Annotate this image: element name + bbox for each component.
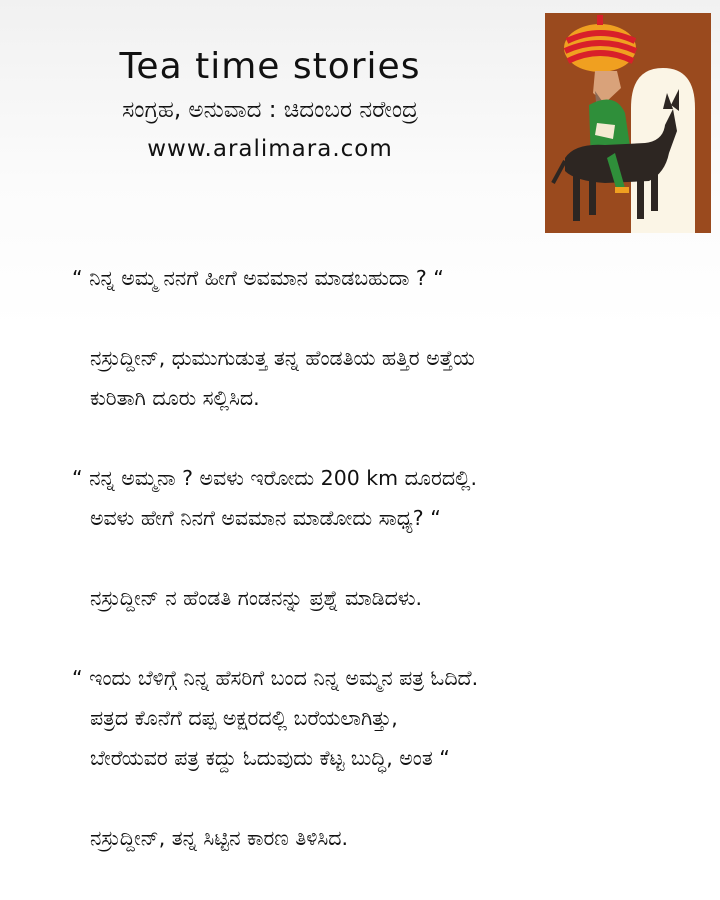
story-paragraph — [72, 338, 702, 418]
story-line: ಅವಳು ಹೇಗೆ ನಿನಗೆ ಅವಮಾನ ಮಾಡೋದು ಸಾಧ್ಯ? “ — [90, 506, 441, 530]
story-text — [72, 258, 702, 898]
page-subtitle: ಸಂಗ್ರಹ, ಅನುವಾದ : ಚಿದಂಬರ ನರೇಂದ್ರ — [122, 97, 418, 123]
story-paragraph — [72, 578, 702, 618]
story-line: ಬೇರೆಯವರ ಪತ್ರ ಕದ್ದು ಓದುವುದು ಕೆಟ್ಟ ಬುದ್ಧಿ, ಅಂತ “ — [90, 746, 450, 770]
story-paragraph — [72, 658, 702, 778]
story-line: ಕುರಿತಾಗಿ ದೂರು ಸಲ್ಲಿಸಿದ. — [90, 386, 260, 410]
page-title: Tea time stories — [119, 46, 421, 87]
website-link[interactable]: www.aralimara.com — [147, 136, 393, 162]
story-paragraph — [72, 818, 702, 858]
story-line: ನಸ್ರುದ್ದೀನ್, ಧುಮುಗುಡುತ್ತ ತನ್ನ ಹೆಂಡತಿಯ ಹತ್ತಿರ ಅತ್ತೆಯ — [90, 346, 475, 370]
story-line: ನಸ್ರುದ್ದೀನ್, ತನ್ನ ಸಿಟ್ಟಿನ ಕಾರಣ ತಿಳಿಸಿದ. — [90, 826, 349, 850]
story-line: ನಸ್ರುದ್ದೀನ್ ನ ಹೆಂಡತಿ ಗಂಡನನ್ನು ಪ್ರಶ್ನೆ ಮಾಡಿದಳು. — [90, 586, 423, 610]
header — [40, 44, 500, 166]
story-line: “ ನನ್ನ ಅಮ್ಮನಾ ? ಅವಳು ಇರೋದು 200 km ದೂರದಲ್ಲಿ. — [72, 466, 478, 490]
nasruddin-on-donkey-image — [545, 13, 711, 233]
story-line: “ ಇಂದು ಬೆಳಿಗ್ಗೆ ನಿನ್ನ ಹೆಸರಿಗೆ ಬಂದ ನಿನ್ನ ಅಮ್ಮನ ಪತ್ರ ಓದಿದೆ. — [72, 666, 479, 690]
story-line: ಪತ್ರದ ಕೊನೆಗೆ ದಪ್ಪ ಅಕ್ಷರದಲ್ಲಿ ಬರೆಯಲಾಗಿತ್ತು, — [90, 706, 398, 730]
story-paragraph — [72, 258, 702, 298]
story-line: “ ನಿನ್ನ ಅಮ್ಮ ನನಗೆ ಹೀಗೆ ಅವಮಾನ ಮಾಡಬಹುದಾ ? “ — [72, 266, 444, 290]
nasruddin-illustration — [545, 13, 711, 233]
story-paragraph — [72, 458, 702, 538]
